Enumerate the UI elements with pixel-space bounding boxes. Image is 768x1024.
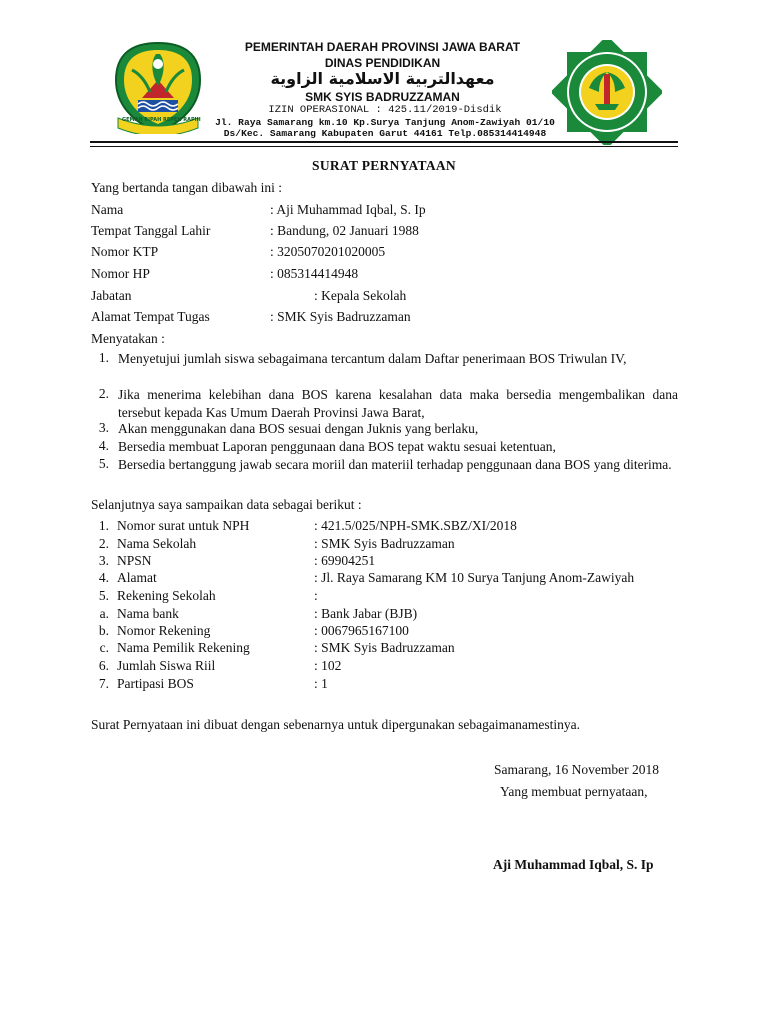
data-row-label: Nama Pemilik Rekening — [117, 640, 250, 655]
data-row-label: NPSN — [117, 553, 152, 568]
data-row-value: : Jl. Raya Samarang KM 10 Surya Tanjung Anom-Zawiyah — [314, 570, 635, 585]
data-row-label: Nama Sekolah — [117, 536, 197, 551]
government-name: PEMERINTAH DAERAH PROVINSI JAWA BARAT — [244, 40, 521, 54]
data-row-label: Partipasi BOS — [117, 676, 194, 691]
data-row-value: : 421.5/025/NPH-SMK.SBZ/XI/2018 — [314, 518, 517, 533]
data-row-number: 3. — [98, 553, 109, 568]
data-row-value: : — [314, 588, 318, 603]
data-row-value: : 69904251 — [314, 553, 376, 568]
identity-value-ktp: : 3205070201020005 — [270, 244, 386, 259]
statement-number: 1. — [98, 350, 109, 365]
identity-value-position: : Kepala Sekolah — [314, 288, 407, 303]
declares-heading: Menyatakan : — [91, 331, 165, 346]
arabic-institute-name: معهدالتربية الاسلامية الزاوية — [270, 69, 495, 88]
data-row-label: Nomor surat untuk NPH — [117, 518, 250, 533]
place-and-date: Samarang, 16 November 2018 — [494, 762, 659, 777]
data-row-value: : 1 — [314, 676, 328, 691]
data-row-number: a. — [99, 606, 109, 621]
identity-label-position: Jabatan — [91, 288, 132, 303]
data-row-number: 4. — [98, 570, 109, 585]
statement-text: Jika menerima kelebihan dana BOS karena kesalahan data maka bersedia mengembalikan dana tersebut kepada Kas Umum Daerah Provinsi Jawa Barat, — [118, 387, 678, 420]
identity-label-ktp: Nomor KTP — [91, 244, 159, 259]
school-address-line-2: Ds/Kec. Samarang Kabupaten Garut 44161 Telp.085314414948 — [223, 128, 547, 139]
data-row-number: c. — [99, 640, 109, 655]
data-row-value: : SMK Syis Badruzzaman — [314, 640, 455, 655]
data-row-label: Rekening Sekolah — [117, 588, 216, 603]
data-row-number: 6. — [98, 658, 109, 673]
closing-statement: Surat Pernyataan ini dibuat dengan sebenarnya untuk dipergunakan sebagaimanamestinya. — [91, 717, 580, 732]
identity-value-workplace: : SMK Syis Badruzzaman — [270, 309, 411, 324]
signer-caption: Yang membuat pernyataan, — [500, 784, 648, 799]
school-name: SMK SYIS BADRUZZAMAN — [305, 90, 460, 104]
data-row-label: Jumlah Siswa Riil — [117, 658, 216, 673]
data-row-number: b. — [98, 623, 109, 638]
statement-number: 2. — [98, 386, 109, 401]
identity-value-phone: : 085314414948 — [270, 266, 359, 281]
emblem-motto: GEMAH RIPAH REPEH RAPIH — [122, 117, 201, 123]
data-row-label: Nama bank — [117, 606, 179, 621]
operational-permit: IZIN OPERASIONAL : 425.11/2019-Disdik — [268, 104, 502, 116]
statement-text: Bersedia membuat Laporan penggunaan dana BOS tepat waktu sesuai ketentuan, — [118, 439, 556, 454]
identity-label-workplace: Alamat Tempat Tugas — [91, 309, 210, 324]
department-name: DINAS PENDIDIKAN — [324, 56, 441, 70]
data-row-value: : 0067965167100 — [314, 623, 409, 638]
data-row-number: 7. — [98, 676, 109, 691]
data-row-value: : SMK Syis Badruzzaman — [314, 536, 455, 551]
identity-value-birth: : Bandung, 02 Januari 1988 — [270, 223, 419, 238]
statement-text: Akan menggunakan dana BOS sesuai dengan Juknis yang berlaku, — [118, 421, 479, 436]
statement-number: 4. — [98, 438, 109, 453]
letterhead-divider-thick — [90, 141, 678, 143]
identity-label-birth: Tempat Tanggal Lahir — [91, 223, 211, 238]
data-row-number: 2. — [98, 536, 109, 551]
statement-text: Menyetujui jumlah siswa sebagaimana tercantum dalam Daftar penerimaan BOS Triwulan IV, — [118, 351, 627, 366]
statement-number: 3. — [98, 420, 109, 435]
document-title: SURAT PERNYATAAN — [312, 158, 456, 173]
signer-name: Aji Muhammad Iqbal, S. Ip — [493, 857, 654, 872]
data-row-value: : 102 — [314, 658, 342, 673]
identity-value-name: : Aji Muhammad Iqbal, S. Ip — [270, 202, 426, 217]
data-intro-text: Selanjutnya saya sampaikan data sebagai berikut : — [91, 497, 362, 512]
data-row-number: 5. — [98, 588, 109, 603]
letterhead-divider-thin — [90, 146, 678, 147]
data-row-value: : Bank Jabar (BJB) — [314, 606, 418, 621]
identity-label-name: Nama — [91, 202, 124, 217]
school-address-line-1: Jl. Raya Samarang km.10 Kp.Surya Tanjung Anom-Zawiyah 01/10 — [215, 117, 555, 128]
statement-number: 5. — [98, 456, 109, 471]
data-row-label: Nomor Rekening — [117, 623, 211, 638]
data-row-number: 1. — [98, 518, 109, 533]
identity-label-phone: Nomor HP — [91, 266, 150, 281]
data-row-label: Alamat — [117, 570, 157, 585]
statement-text: Bersedia bertanggung jawab secara moriil dan materiil terhadap penggunaan dana BOS yang diterima. — [118, 457, 672, 472]
intro-text: Yang bertanda tangan dibawah ini : — [91, 180, 282, 195]
